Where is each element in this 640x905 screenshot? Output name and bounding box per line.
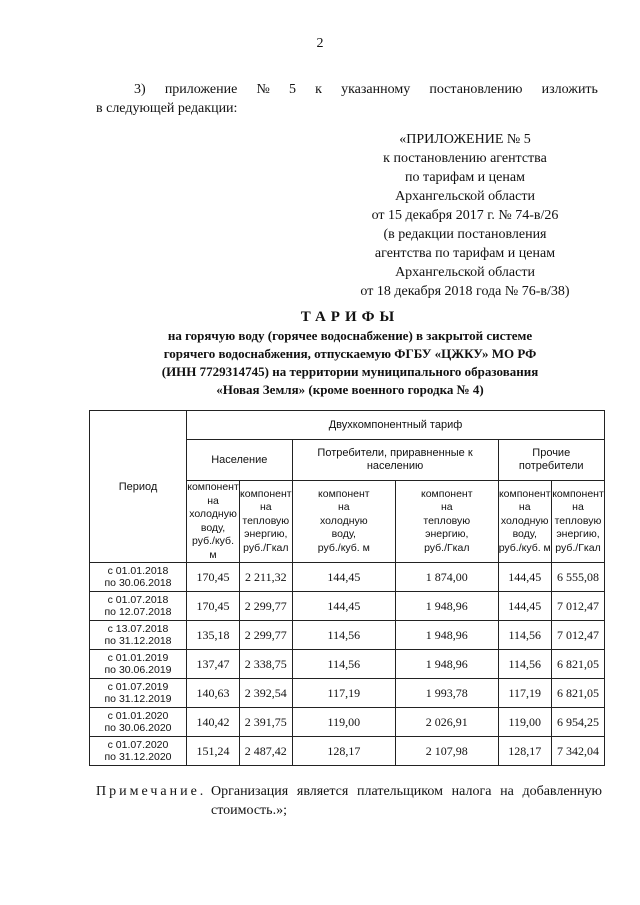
period-cell <box>90 708 187 737</box>
period-to: по 31.12.2019 <box>104 693 172 705</box>
appendix-line: к постановлению агентства <box>383 151 547 166</box>
group-header-population: Население <box>187 440 293 481</box>
component-header-line: компонент <box>240 487 292 500</box>
period-from: с 01.07.2020 <box>107 739 169 751</box>
tariff-value-cell: 6 821,05 <box>551 679 604 708</box>
title-main: ТАРИФЫ <box>300 309 400 325</box>
note-label: Примечание. <box>96 784 207 799</box>
tariff-value-cell: 144,45 <box>292 563 395 592</box>
component-header-line: энергию, <box>556 528 600 541</box>
tariff-value-cell: 6 954,25 <box>551 708 604 737</box>
tariff-value-cell: 119,00 <box>292 708 395 737</box>
period-cell <box>90 563 187 592</box>
period-from: с 01.01.2018 <box>107 565 169 577</box>
tariff-value-cell: 114,56 <box>292 621 395 650</box>
component-header-line: компонент <box>187 481 239 493</box>
component-cold-water-header <box>187 481 240 563</box>
tariff-value-cell: 2 026,91 <box>396 708 498 737</box>
title-sub-line: (ИНН 7729314745) на территории муниципального образования <box>161 364 539 379</box>
table-row <box>90 621 605 650</box>
period-cell <box>90 621 187 650</box>
appendix-line: Архангельской области <box>395 265 535 280</box>
tariff-value-cell: 151,24 <box>187 737 240 766</box>
component-header-line: воду, <box>200 521 226 534</box>
appendix-line: агентства по тарифам и ценам <box>374 246 556 261</box>
component-header-line: руб./Гкал <box>555 541 601 554</box>
component-heat-energy-header <box>551 481 604 563</box>
period-cell <box>90 737 187 766</box>
intro-word: к <box>315 82 322 97</box>
tariff-value-cell: 7 012,47 <box>551 592 604 621</box>
component-header-line: энергию, <box>425 528 469 541</box>
period-cell <box>90 592 187 621</box>
table-row <box>90 708 605 737</box>
tariff-value-cell: 170,45 <box>187 563 240 592</box>
group-header-other: Прочие потребители <box>498 440 605 481</box>
tariff-value-cell: 144,45 <box>498 592 551 621</box>
component-header-line: на <box>440 501 453 514</box>
period-to: по 30.06.2019 <box>104 664 172 676</box>
tariff-value-cell: 7 012,47 <box>551 621 604 650</box>
tariff-value-cell: 140,63 <box>187 679 240 708</box>
component-header-line: тепловую <box>554 514 602 527</box>
component-header-line: энергию, <box>244 528 288 541</box>
component-header-line: на <box>572 501 584 514</box>
tariff-value-cell: 128,17 <box>292 737 395 766</box>
component-header-line: руб./Гкал <box>424 541 470 554</box>
intro-word: приложение <box>164 82 238 97</box>
appendix-line: (в редакции постановления <box>383 227 547 242</box>
tariff-value-cell: 114,56 <box>498 650 551 679</box>
component-header-line: холодную <box>500 514 549 527</box>
component-header-line: холодную <box>319 514 368 527</box>
tariff-value-cell: 114,56 <box>292 650 395 679</box>
period-from: с 01.07.2018 <box>107 594 169 606</box>
tariff-value-cell: 140,42 <box>187 708 240 737</box>
intro-paragraph <box>96 80 598 118</box>
intro-word: 5 <box>288 82 296 97</box>
component-header-line: холодную <box>189 508 237 520</box>
component-cold-water-header <box>292 481 395 563</box>
intro-line-2: в следующей редакции: <box>96 101 238 116</box>
tariff-value-cell: 1 993,78 <box>396 679 498 708</box>
tariff-value-cell: 2 299,77 <box>240 621 293 650</box>
component-heat-energy-header <box>240 481 293 563</box>
period-from: с 01.07.2019 <box>107 681 169 693</box>
component-cold-water-header <box>498 481 551 563</box>
component-header-line: воду, <box>331 528 356 541</box>
period-to: по 31.12.2018 <box>104 635 172 647</box>
tariff-value-cell: 114,56 <box>498 621 551 650</box>
tariff-value-cell: 2 299,77 <box>240 592 293 621</box>
tariff-value-cell: 144,45 <box>498 563 551 592</box>
table-row <box>90 737 605 766</box>
component-header-line: на <box>259 501 272 514</box>
period-to: по 30.06.2020 <box>104 722 172 734</box>
period-cell <box>90 679 187 708</box>
page-number: 2 <box>316 36 324 51</box>
tariff-value-cell: 2 392,54 <box>240 679 293 708</box>
tariff-header: Двухкомпонентный тариф <box>187 411 605 440</box>
period-to: по 30.06.2018 <box>104 577 172 589</box>
table-row <box>90 563 605 592</box>
appendix-line: Архангельской области <box>395 189 535 204</box>
tariff-value-cell: 1 948,96 <box>396 621 498 650</box>
tariff-value-cell: 170,45 <box>187 592 240 621</box>
period-cell <box>90 650 187 679</box>
table-row <box>90 679 605 708</box>
tariff-value-cell: 144,45 <box>292 592 395 621</box>
note-text-line-1: Организация является плательщиком налога на добавленную <box>211 784 602 799</box>
component-header-line: руб./Гкал <box>243 541 289 554</box>
component-header-line: воду, <box>512 528 537 541</box>
tariff-value-cell: 2 391,75 <box>240 708 293 737</box>
group-header-equated: Потребители, приравненные к населению <box>292 440 498 481</box>
tariffs-table <box>89 410 605 766</box>
component-header-line: руб./куб. м <box>498 541 551 554</box>
title-sub-line: горячего водоснабжения, отпускаемую ФГБУ «ЦЖКУ» МО РФ <box>163 346 537 361</box>
intro-word: изложить <box>541 82 598 97</box>
period-from: с 01.01.2020 <box>107 710 169 722</box>
title-sub-line: на горячую воду (горячее водоснабжение) в закрытой системе <box>167 328 533 343</box>
intro-word: указанному <box>341 82 411 97</box>
tariff-value-cell: 6 555,08 <box>551 563 604 592</box>
component-heat-energy-header <box>396 481 498 563</box>
component-header-line: на <box>337 501 350 514</box>
period-from: с 01.01.2019 <box>107 652 169 664</box>
component-header-line: компонент <box>498 487 551 500</box>
tariff-value-cell: 128,17 <box>498 737 551 766</box>
component-header-line: компонент <box>552 487 604 500</box>
tariff-value-cell: 1 948,96 <box>396 592 498 621</box>
tariff-value-cell: 117,19 <box>292 679 395 708</box>
document-title <box>90 307 610 399</box>
tariff-value-cell: 2 211,32 <box>240 563 293 592</box>
tariff-value-cell: 135,18 <box>187 621 240 650</box>
tariff-value-cell: 2 487,42 <box>240 737 293 766</box>
table-body <box>90 563 605 766</box>
appendix-line: «ПРИЛОЖЕНИЕ № 5 <box>399 132 531 147</box>
tariff-value-cell: 1 948,96 <box>396 650 498 679</box>
tariff-value-cell: 2 338,75 <box>240 650 293 679</box>
intro-line-1 <box>96 80 598 99</box>
tariff-value-cell: 119,00 <box>498 708 551 737</box>
tariff-value-cell: 117,19 <box>498 679 551 708</box>
period-header: Период <box>90 411 187 563</box>
table-row <box>90 592 605 621</box>
component-header-line: руб./куб. м <box>317 541 370 554</box>
component-header-line: тепловую <box>423 514 471 527</box>
intro-word: № <box>256 82 270 97</box>
component-header-line: компонент <box>318 487 370 500</box>
tariff-value-cell: 2 107,98 <box>396 737 498 766</box>
tariff-value-cell: 7 342,04 <box>551 737 604 766</box>
appendix-line: от 18 декабря 2018 года № 76-в/38) <box>360 284 570 299</box>
intro-word: постановлению <box>429 82 523 97</box>
period-to: по 12.07.2018 <box>104 606 172 618</box>
component-header-line: на <box>518 501 531 514</box>
tariff-value-cell: 137,47 <box>187 650 240 679</box>
tariff-value-cell: 1 874,00 <box>396 563 498 592</box>
component-header-line: компонент <box>421 487 473 500</box>
table-row <box>90 650 605 679</box>
component-header-line: на <box>207 494 219 507</box>
period-to: по 31.12.2020 <box>104 751 172 763</box>
note-text-line-2: стоимость.»; <box>211 803 287 818</box>
appendix-line: от 15 декабря 2017 г. № 74-в/26 <box>371 208 559 223</box>
component-header-line: тепловую <box>242 514 290 527</box>
appendix-heading <box>330 130 600 301</box>
appendix-line: по тарифам и ценам <box>405 170 525 185</box>
period-from: с 13.07.2018 <box>107 623 169 635</box>
intro-word: 3) <box>134 82 146 97</box>
component-header-line: руб./куб. м <box>192 535 234 561</box>
tariff-value-cell: 6 821,05 <box>551 650 604 679</box>
title-sub-line: «Новая Земля» (кроме военного городка № 4) <box>216 382 484 397</box>
